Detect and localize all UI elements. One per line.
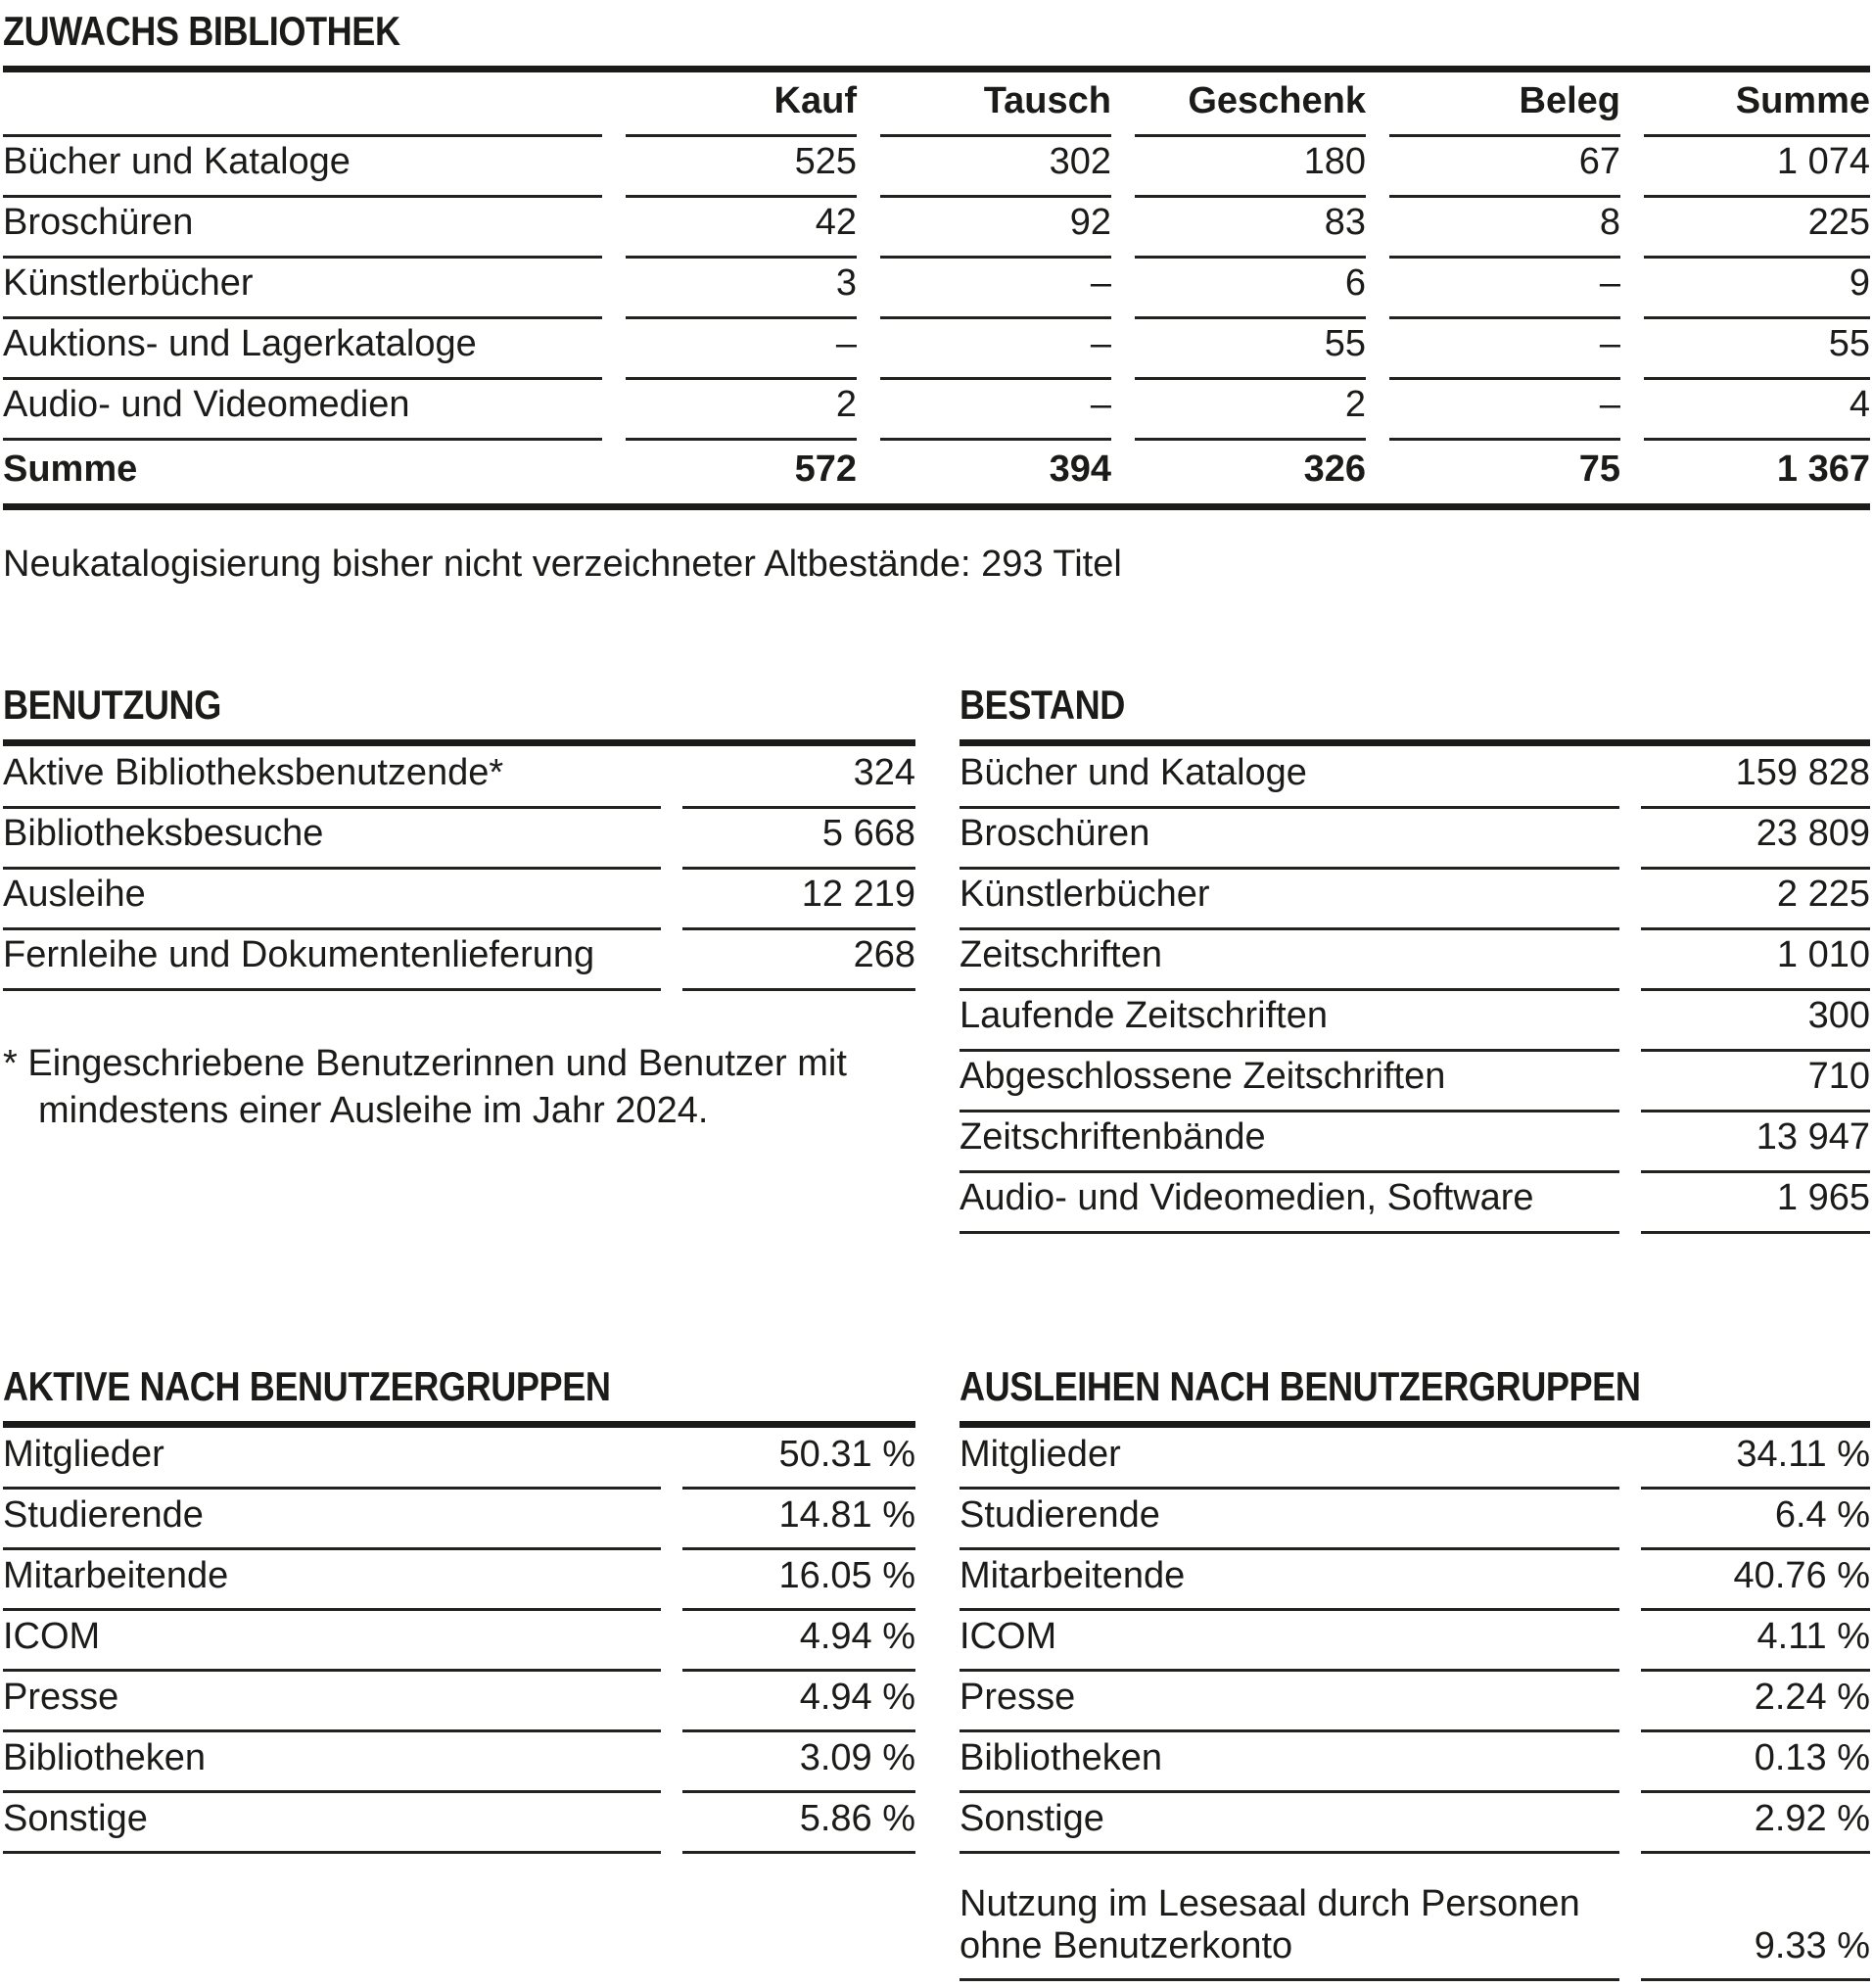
total-value: 1 367: [1776, 448, 1870, 490]
header-empty: [3, 72, 602, 135]
bestand-table: [960, 746, 1870, 1234]
row-label: Bücher und Kataloge: [960, 746, 1619, 807]
cell-value: 525: [626, 135, 857, 196]
row-label: Sonstige: [3, 1792, 661, 1853]
table-row: [3, 1671, 915, 1731]
cell-value: 225: [1644, 196, 1870, 257]
report-page: [3, 10, 1870, 1981]
section-benutzung: [3, 684, 915, 1172]
row-label: Aktive Bibliotheksbenutzende*: [3, 746, 661, 807]
col-header-kauf: Kauf: [626, 72, 857, 135]
table-row: [3, 257, 1870, 317]
cell-value: 34.11 %: [1641, 1428, 1870, 1489]
table-row: [960, 1171, 1870, 1232]
cell-value: 268: [682, 928, 915, 989]
table-row: [960, 1050, 1870, 1111]
section-zuwachs-bibliothek: [3, 10, 1870, 586]
cell-value: 6.4 %: [1641, 1489, 1870, 1549]
table-row: [3, 135, 1870, 196]
row-label-line-2: ohne Benutzerkonto: [960, 1924, 1293, 1966]
cell-value: 50.31 %: [682, 1428, 915, 1489]
section-title-benutzung: BENUTZUNG: [3, 684, 915, 746]
cell-value: 2.92 %: [1641, 1792, 1870, 1853]
cell-value: 42: [626, 196, 857, 257]
table-row: [3, 1792, 915, 1853]
cell-value: 83: [1135, 196, 1366, 257]
row-label: Ausleihe: [3, 868, 661, 928]
table-row: [3, 1610, 915, 1671]
row-label-line-1: Nutzung im Lesesaal durch Personen: [960, 1883, 1580, 1925]
cell-value: 3: [626, 257, 857, 317]
table-row: [960, 989, 1870, 1050]
row-label: Studierende: [960, 1489, 1619, 1549]
table-row: [3, 1549, 915, 1610]
cell-value: 4.94 %: [682, 1671, 915, 1731]
row-label: Zeitschriften: [960, 928, 1619, 989]
table-row: [960, 1610, 1870, 1671]
table-row: [3, 868, 915, 928]
row-label: Presse: [960, 1671, 1619, 1731]
section-title-ausleihen: AUSLEIHEN NACH BENUTZERGRUPPEN: [960, 1365, 1870, 1428]
total-value: 75: [1578, 448, 1620, 490]
table-row: [960, 1111, 1870, 1171]
cell-value: 92: [880, 196, 1111, 257]
row-label: Broschüren: [960, 807, 1619, 868]
cell-value: 2 225: [1641, 868, 1870, 928]
row-label: Mitglieder: [3, 1428, 661, 1489]
cell-value: 1 074: [1644, 135, 1870, 196]
row-label: Zeitschriftenbände: [960, 1111, 1619, 1171]
cell-value: 324: [682, 746, 915, 807]
cell-value: 1 965: [1641, 1171, 1870, 1232]
table-row: [3, 746, 915, 807]
cell-value: 4.11 %: [1641, 1610, 1870, 1671]
cell-value: 9.33 %: [1641, 1853, 1870, 1980]
row-label: Bibliotheken: [960, 1731, 1619, 1792]
cell-value: 2: [1135, 378, 1366, 439]
total-value: 394: [1049, 448, 1111, 490]
cell-value: 14.81 %: [682, 1489, 915, 1549]
row-label: [960, 1853, 1619, 1980]
row-label: Auktions- und Lagerkataloge: [3, 317, 602, 378]
table-row: [3, 378, 1870, 439]
cell-value: 1 010: [1641, 928, 1870, 989]
cell-value: 180: [1135, 135, 1366, 196]
table-row: [960, 1671, 1870, 1731]
cell-value: –: [880, 317, 1111, 378]
cell-value: 12 219: [682, 868, 915, 928]
cell-value: 23 809: [1641, 807, 1870, 868]
col-header-beleg: Beleg: [1389, 72, 1620, 135]
zuwachs-table: [3, 72, 1870, 503]
row-label: Mitarbeitende: [3, 1549, 661, 1610]
cell-value: 159 828: [1641, 746, 1870, 807]
cell-value: 67: [1389, 135, 1620, 196]
table-row: [960, 807, 1870, 868]
section-title-bestand: BESTAND: [960, 684, 1870, 746]
row-label: Künstlerbücher: [960, 868, 1619, 928]
footnote: [3, 1040, 915, 1135]
row-label: Bibliotheken: [3, 1731, 661, 1792]
table-row: [3, 928, 915, 989]
cell-value: 40.76 %: [1641, 1549, 1870, 1610]
cell-value: 710: [1641, 1050, 1870, 1111]
row-label: Studierende: [3, 1489, 661, 1549]
table-row: [960, 1853, 1870, 1980]
cell-value: 6: [1135, 257, 1366, 317]
section-bestand: [960, 684, 1870, 1234]
cell-value: –: [626, 317, 857, 378]
cell-value: 4.94 %: [682, 1610, 915, 1671]
section-aktive-benutzergruppen: [3, 1362, 915, 1855]
cell-value: 16.05 %: [682, 1549, 915, 1610]
cell-value: –: [1389, 257, 1620, 317]
cell-value: 302: [880, 135, 1111, 196]
row-label: Audio- und Videomedien, Software: [960, 1171, 1619, 1232]
cell-value: –: [880, 378, 1111, 439]
cell-value: 5.86 %: [682, 1792, 915, 1853]
table-row: [3, 1731, 915, 1792]
col-header-geschenk: Geschenk: [1135, 72, 1366, 135]
cell-value: 2: [626, 378, 857, 439]
cell-value: 9: [1644, 257, 1870, 317]
row-label: ICOM: [960, 1610, 1619, 1671]
row-label: Mitglieder: [960, 1428, 1619, 1489]
cell-value: 8: [1389, 196, 1620, 257]
row-label: ICOM: [3, 1610, 661, 1671]
cell-value: 55: [1644, 317, 1870, 378]
cell-value: 5 668: [682, 807, 915, 868]
row-label: Presse: [3, 1671, 661, 1731]
row-label: Laufende Zeitschriften: [960, 989, 1619, 1050]
cell-value: 4: [1644, 378, 1870, 439]
table-row: [960, 1549, 1870, 1610]
cell-value: –: [1389, 378, 1620, 439]
row-label: Bibliotheksbesuche: [3, 807, 661, 868]
cell-value: 13 947: [1641, 1111, 1870, 1171]
row-label: Sonstige: [960, 1792, 1619, 1853]
table-row: [3, 196, 1870, 257]
cell-value: 3.09 %: [682, 1731, 915, 1792]
table-row: [3, 807, 915, 868]
section-ausleihen-benutzergruppen: [960, 1362, 1870, 1982]
row-label: Bücher und Kataloge: [3, 135, 602, 196]
table-row: [960, 1489, 1870, 1549]
row-label: Künstlerbücher: [3, 257, 602, 317]
cell-value: 55: [1135, 317, 1366, 378]
row-label: Mitarbeitende: [960, 1549, 1619, 1610]
table-row: [960, 868, 1870, 928]
section-title-zuwachs: ZUWACHS BIBLIOTHEK: [3, 10, 1870, 72]
row-label: Abgeschlossene Zeitschriften: [960, 1050, 1619, 1111]
zuwachs-table-wrap: [3, 72, 1870, 510]
footnote-line-2: mindestens einer Ausleihe im Jahr 2024.: [38, 1090, 709, 1132]
zuwachs-header-row: [3, 72, 1870, 135]
total-value: 572: [794, 448, 857, 490]
total-row: [3, 439, 1870, 503]
col-header-tausch: Tausch: [880, 72, 1111, 135]
cell-value: 300: [1641, 989, 1870, 1050]
cell-value: –: [880, 257, 1111, 317]
cell-value: –: [1389, 317, 1620, 378]
row-label: Fernleihe und Dokumentenlieferung: [3, 928, 661, 989]
cell-value: 0.13 %: [1641, 1731, 1870, 1792]
table-row: [3, 1428, 915, 1489]
table-row: [960, 1428, 1870, 1489]
benutzung-table: [3, 746, 915, 991]
total-label: Summe: [3, 448, 138, 490]
ausleihen-table: [960, 1428, 1870, 1982]
footnote-line-1: * Eingeschriebene Benutzerinnen und Benutzer mit: [3, 1042, 847, 1084]
table-row: [960, 1792, 1870, 1853]
table-row: [960, 928, 1870, 989]
cell-value: 2.24 %: [1641, 1671, 1870, 1731]
table-row: [960, 746, 1870, 807]
table-row: [3, 1489, 915, 1549]
catalog-note: Neukatalogisierung bisher nicht verzeichneter Altbestände: 293 Titel: [3, 544, 1122, 586]
row-label: Audio- und Videomedien: [3, 378, 602, 439]
aktive-table: [3, 1428, 915, 1855]
table-row: [960, 1731, 1870, 1792]
table-row: [3, 317, 1870, 378]
row-label: Broschüren: [3, 196, 602, 257]
total-value: 326: [1303, 448, 1366, 490]
section-title-aktive: AKTIVE NACH BENUTZERGRUPPEN: [3, 1365, 915, 1428]
col-header-summe: Summe: [1644, 72, 1870, 135]
